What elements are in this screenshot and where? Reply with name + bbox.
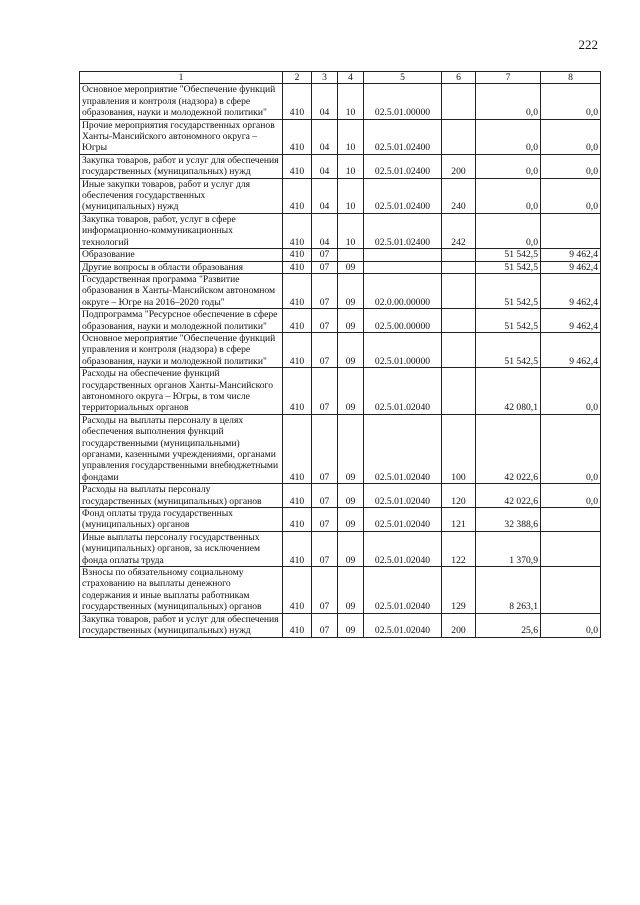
amount-cell: 51 542,5 — [476, 249, 541, 261]
subsection-cell: 09 — [338, 309, 364, 333]
target-article-cell: 02.5.01.02040 — [364, 567, 442, 614]
section-cell: 07 — [312, 508, 338, 532]
row-name-cell: Иные выплаты персоналу государственных (муниципальных) органов, за исключением фонда оплаты труда — [80, 531, 283, 566]
row-name-cell: Фонд оплаты труда государственных (муниципальных) органов — [80, 508, 283, 532]
ministry-code-cell: 410 — [283, 368, 312, 415]
amount-cell: 25,6 — [476, 613, 541, 637]
header-cell: 1 — [80, 72, 283, 84]
header-cell: 4 — [338, 72, 364, 84]
amount-federal-cell: 0,0 — [541, 154, 601, 178]
subsection-cell: 09 — [338, 613, 364, 637]
header-cell: 3 — [312, 72, 338, 84]
section-cell: 07 — [312, 368, 338, 415]
row-name-cell: Закупка товаров, работ и услуг для обеспечения государственных (муниципальных) нужд — [80, 154, 283, 178]
subsection-cell: 10 — [338, 84, 364, 119]
ministry-code-cell: 410 — [283, 261, 312, 273]
expense-type-cell — [442, 119, 476, 154]
subsection-cell: 09 — [338, 414, 364, 483]
amount-federal-cell: 0,0 — [541, 84, 601, 119]
expense-type-cell — [442, 309, 476, 333]
amount-cell: 0,0 — [476, 119, 541, 154]
amount-federal-cell: 0,0 — [541, 178, 601, 213]
table-row — [80, 414, 601, 483]
section-cell: 04 — [312, 119, 338, 154]
expense-type-cell: 129 — [442, 567, 476, 614]
section-cell: 07 — [312, 261, 338, 273]
target-article-cell: 02.5.01.02400 — [364, 213, 442, 248]
amount-federal-cell — [541, 508, 601, 532]
target-article-cell: 02.5.01.02040 — [364, 368, 442, 415]
header-cell: 6 — [442, 72, 476, 84]
amount-federal-cell: 0,0 — [541, 414, 601, 483]
expense-type-cell: 240 — [442, 178, 476, 213]
row-name-cell: Расходы на обеспечение функций государственных органов Ханты-Мансийского автономного округа – Югры, в том числе территориальных органов — [80, 368, 283, 415]
expense-type-cell: 121 — [442, 508, 476, 532]
table-row — [80, 261, 601, 273]
section-cell: 07 — [312, 414, 338, 483]
ministry-code-cell: 410 — [283, 273, 312, 308]
table-row — [80, 154, 601, 178]
amount-federal-cell: 9 462,4 — [541, 249, 601, 261]
table-row — [80, 531, 601, 566]
table-row — [80, 84, 601, 119]
amount-cell: 32 388,6 — [476, 508, 541, 532]
subsection-cell: 09 — [338, 273, 364, 308]
amount-federal-cell: 9 462,4 — [541, 261, 601, 273]
section-cell: 07 — [312, 309, 338, 333]
target-article-cell: 02.5.01.02040 — [364, 531, 442, 566]
row-name-cell: Закупка товаров, работ и услуг для обеспечения государственных (муниципальных) нужд — [80, 613, 283, 637]
ministry-code-cell: 410 — [283, 249, 312, 261]
target-article-cell: 02.5.01.02400 — [364, 119, 442, 154]
amount-federal-cell: 9 462,4 — [541, 332, 601, 367]
table-row — [80, 484, 601, 508]
section-cell: 07 — [312, 484, 338, 508]
ministry-code-cell: 410 — [283, 178, 312, 213]
table-row — [80, 332, 601, 367]
target-article-cell — [364, 249, 442, 261]
amount-cell: 51 542,5 — [476, 309, 541, 333]
expense-type-cell — [442, 84, 476, 119]
section-cell: 07 — [312, 249, 338, 261]
table-row — [80, 613, 601, 637]
row-name-cell: Основное мероприятие "Обеспечение функций управления и контроля (надзора) в сфере образования, науки и молодежной политики" — [80, 84, 283, 119]
amount-federal-cell: 9 462,4 — [541, 309, 601, 333]
table-row — [80, 178, 601, 213]
table-row — [80, 273, 601, 308]
amount-cell: 42 022,6 — [476, 414, 541, 483]
target-article-cell: 02.5.00.00000 — [364, 309, 442, 333]
subsection-cell: 10 — [338, 178, 364, 213]
ministry-code-cell: 410 — [283, 309, 312, 333]
table-row — [80, 119, 601, 154]
ministry-code-cell: 410 — [283, 567, 312, 614]
section-cell: 07 — [312, 273, 338, 308]
target-article-cell: 02.5.01.02040 — [364, 613, 442, 637]
section-cell: 04 — [312, 213, 338, 248]
row-name-cell: Взносы по обязательному социальному страхованию на выплаты денежного содержания и иные выплаты работникам государственных (муниципальных) органов — [80, 567, 283, 614]
ministry-code-cell: 410 — [283, 119, 312, 154]
ministry-code-cell: 410 — [283, 84, 312, 119]
subsection-cell: 10 — [338, 154, 364, 178]
amount-federal-cell — [541, 531, 601, 566]
amount-federal-cell — [541, 567, 601, 614]
ministry-code-cell: 410 — [283, 332, 312, 367]
subsection-cell: 09 — [338, 508, 364, 532]
target-article-cell: 02.5.01.02040 — [364, 508, 442, 532]
target-article-cell: 02.5.01.02040 — [364, 484, 442, 508]
subsection-cell: 09 — [338, 484, 364, 508]
amount-cell: 51 542,5 — [476, 273, 541, 308]
subsection-cell: 09 — [338, 332, 364, 367]
section-cell: 07 — [312, 567, 338, 614]
section-cell: 07 — [312, 613, 338, 637]
row-name-cell: Иные закупки товаров, работ и услуг для обеспечения государственных (муниципальных) нужд — [80, 178, 283, 213]
section-cell: 04 — [312, 154, 338, 178]
amount-federal-cell: 0,0 — [541, 368, 601, 415]
row-name-cell: Расходы на выплаты персоналу в целях обеспечения выполнения функций государственными (муниципальными) органами, казенными учреждениями, органами управления государственными внебюджетными фондами — [80, 414, 283, 483]
page-number: 222 — [578, 37, 598, 52]
expense-type-cell — [442, 332, 476, 367]
expense-type-cell: 120 — [442, 484, 476, 508]
budget-table — [79, 71, 601, 638]
subsection-cell: 09 — [338, 567, 364, 614]
section-cell: 04 — [312, 84, 338, 119]
amount-cell: 42 022,6 — [476, 484, 541, 508]
row-name-cell: Прочие мероприятия государственных органов Ханты-Мансийского автономного округа – Югры — [80, 119, 283, 154]
expense-type-cell — [442, 249, 476, 261]
ministry-code-cell: 410 — [283, 613, 312, 637]
row-name-cell: Основное мероприятие "Обеспечение функций управления и контроля (надзора) в сфере образования, науки и молодежной политики" — [80, 332, 283, 367]
row-name-cell: Государственная программа "Развитие образования в Ханты-Мансийском автономном округе – Югре на 2016–2020 годы" — [80, 273, 283, 308]
target-article-cell: 02.0.00.00000 — [364, 273, 442, 308]
target-article-cell: 02.5.01.02040 — [364, 414, 442, 483]
header-cell: 8 — [541, 72, 601, 84]
ministry-code-cell: 410 — [283, 213, 312, 248]
table-row — [80, 249, 601, 261]
header-cell: 7 — [476, 72, 541, 84]
amount-cell: 0,0 — [476, 178, 541, 213]
amount-federal-cell: 0,0 — [541, 484, 601, 508]
amount-cell: 0,0 — [476, 84, 541, 119]
amount-cell: 1 370,9 — [476, 531, 541, 566]
header-row — [80, 72, 601, 84]
target-article-cell: 02.5.01.00000 — [364, 84, 442, 119]
row-name-cell: Закупка товаров, работ, услуг в сфере информационно-коммуникационных технологий — [80, 213, 283, 248]
ministry-code-cell: 410 — [283, 484, 312, 508]
subsection-cell: 10 — [338, 213, 364, 248]
target-article-cell: 02.5.01.02400 — [364, 154, 442, 178]
subsection-cell — [338, 249, 364, 261]
ministry-code-cell: 410 — [283, 508, 312, 532]
ministry-code-cell: 410 — [283, 154, 312, 178]
target-article-cell — [364, 261, 442, 273]
target-article-cell: 02.5.01.00000 — [364, 332, 442, 367]
expense-type-cell — [442, 368, 476, 415]
amount-cell: 42 080,1 — [476, 368, 541, 415]
ministry-code-cell: 410 — [283, 531, 312, 566]
amount-federal-cell: 0,0 — [541, 613, 601, 637]
expense-type-cell — [442, 273, 476, 308]
table-row — [80, 309, 601, 333]
section-cell: 07 — [312, 531, 338, 566]
expense-type-cell: 100 — [442, 414, 476, 483]
table-row — [80, 508, 601, 532]
row-name-cell: Другие вопросы в области образования — [80, 261, 283, 273]
table-row — [80, 567, 601, 614]
amount-cell: 51 542,5 — [476, 261, 541, 273]
subsection-cell: 10 — [338, 119, 364, 154]
subsection-cell: 09 — [338, 261, 364, 273]
section-cell: 04 — [312, 178, 338, 213]
amount-cell: 0,0 — [476, 213, 541, 248]
expense-type-cell — [442, 261, 476, 273]
row-name-cell: Подпрограмма "Ресурсное обеспечение в сфере образования, науки и молодежной политики" — [80, 309, 283, 333]
table-row — [80, 213, 601, 248]
amount-federal-cell: 9 462,4 — [541, 273, 601, 308]
header-cell: 5 — [364, 72, 442, 84]
amount-federal-cell — [541, 213, 601, 248]
amount-cell: 51 542,5 — [476, 332, 541, 367]
target-article-cell: 02.5.01.02400 — [364, 178, 442, 213]
ministry-code-cell: 410 — [283, 414, 312, 483]
header-cell: 2 — [283, 72, 312, 84]
table-row — [80, 368, 601, 415]
section-cell: 07 — [312, 332, 338, 367]
subsection-cell: 09 — [338, 368, 364, 415]
row-name-cell: Образование — [80, 249, 283, 261]
amount-cell: 8 263,1 — [476, 567, 541, 614]
expense-type-cell: 200 — [442, 154, 476, 178]
amount-cell: 0,0 — [476, 154, 541, 178]
amount-federal-cell: 0,0 — [541, 119, 601, 154]
expense-type-cell: 122 — [442, 531, 476, 566]
subsection-cell: 09 — [338, 531, 364, 566]
row-name-cell: Расходы на выплаты персоналу государственных (муниципальных) органов — [80, 484, 283, 508]
expense-type-cell: 200 — [442, 613, 476, 637]
expense-type-cell: 242 — [442, 213, 476, 248]
